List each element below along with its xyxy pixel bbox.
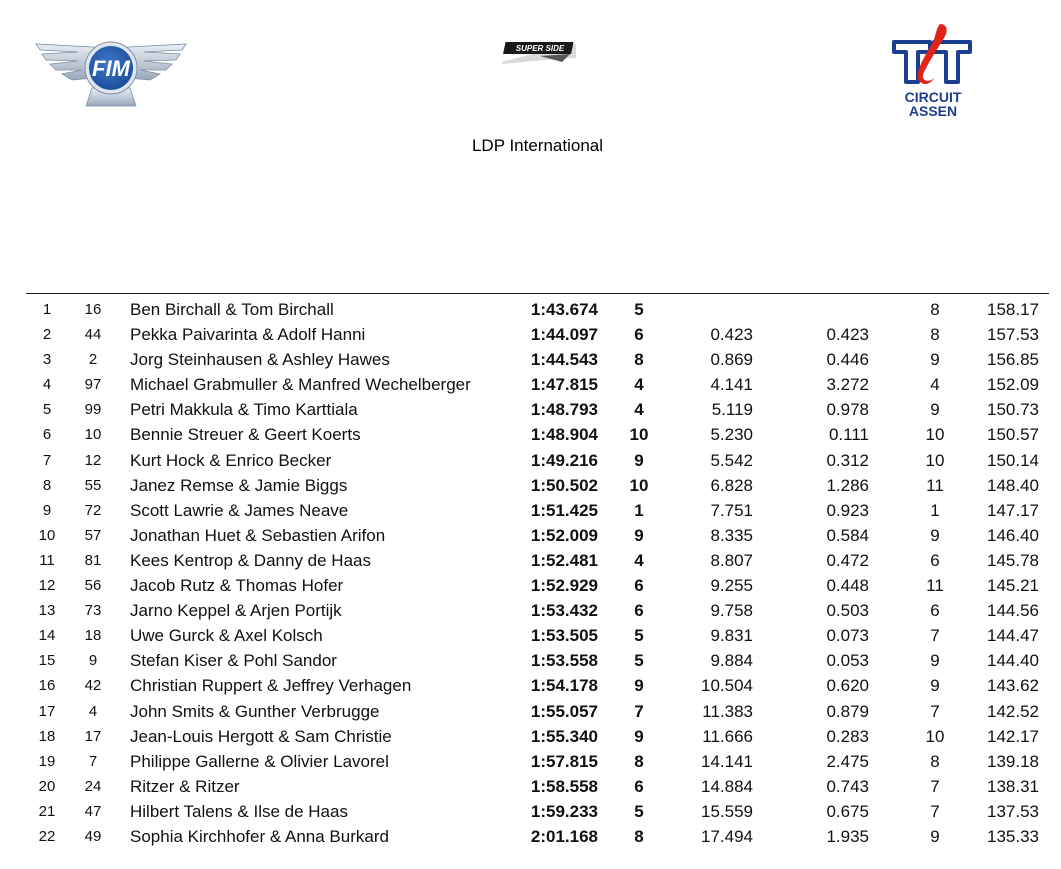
rider-number-cell: 47 [84,802,102,820]
best-lap-number-cell: 6 [634,576,644,596]
position-cell: 5 [42,401,52,419]
total-laps-cell: 10 [925,726,945,746]
rider-name-cell: Jorg Steinhausen & Ashley Hawes [130,350,390,370]
table-row [0,623,1061,648]
best-lap-time-cell: 1:51.425 [530,500,598,520]
best-lap-number-cell: 7 [634,701,644,721]
gap-to-leader-cell: 9.831 [710,626,753,646]
gap-to-previous-cell: 1.935 [826,826,869,846]
position-cell: 2 [42,326,52,344]
rider-number-cell: 9 [88,652,98,670]
best-lap-time-cell: 1:49.216 [530,450,598,470]
rider-number-cell: 2 [88,351,98,369]
gap-to-leader-cell: 14.884 [701,776,753,796]
table-row [0,799,1061,824]
results-table [0,297,1061,849]
best-lap-time-cell: 1:48.793 [530,400,598,420]
best-lap-time-cell: 1:44.097 [530,325,598,345]
gap-to-leader-cell: 9.758 [710,601,753,621]
position-cell: 15 [38,652,56,670]
gap-to-previous-cell: 2.475 [826,751,869,771]
speed-cell: 137.53 [987,801,1039,821]
tt-circuit-assen-logo [890,20,976,120]
position-cell: 3 [42,351,52,369]
rider-name-cell: Stefan Kiser & Pohl Sandor [130,651,337,671]
rider-number-cell: 42 [84,677,102,695]
position-cell: 12 [38,577,56,595]
best-lap-time-cell: 2:01.168 [530,826,598,846]
best-lap-time-cell: 1:59.233 [530,801,598,821]
best-lap-time-cell: 1:52.481 [530,550,598,570]
total-laps-cell: 6 [930,601,940,621]
total-laps-cell: 7 [930,801,940,821]
speed-cell: 150.73 [987,400,1039,420]
rider-name-cell: Petri Makkula & Timo Karttiala [130,400,358,420]
rider-number-cell: 97 [84,376,102,394]
total-laps-cell: 9 [930,350,940,370]
table-row [0,422,1061,447]
total-laps-cell: 10 [925,425,945,445]
table-row [0,297,1061,322]
best-lap-time-cell: 1:58.558 [530,776,598,796]
position-cell: 4 [42,376,52,394]
gap-to-previous-cell: 0.472 [826,550,869,570]
gap-to-previous-cell: 3.272 [826,375,869,395]
rider-number-cell: 81 [84,551,102,569]
gap-to-previous-cell: 0.620 [826,676,869,696]
rider-number-cell: 55 [84,476,102,494]
best-lap-time-cell: 1:54.178 [530,676,598,696]
gap-to-previous-cell: 1.286 [826,475,869,495]
best-lap-number-cell: 4 [634,400,644,420]
superside-logo [500,40,578,66]
best-lap-number-cell: 5 [634,801,644,821]
table-row [0,397,1061,422]
best-lap-number-cell: 5 [634,651,644,671]
gap-to-leader-cell: 17.494 [701,826,753,846]
best-lap-number-cell: 8 [634,751,644,771]
speed-cell: 152.09 [987,375,1039,395]
total-laps-cell: 8 [930,300,940,319]
rider-number-cell: 10 [84,426,102,444]
tt-logo-assen-text: ASSEN [908,103,958,119]
rider-number-cell: 7 [88,752,98,770]
gap-to-leader-cell: 11.666 [702,726,753,746]
rider-number-cell: 73 [84,602,102,620]
speed-cell: 143.62 [987,676,1039,696]
position-cell: 18 [38,727,56,745]
gap-to-previous-cell: 0.073 [826,626,869,646]
rider-name-cell: Ritzer & Ritzer [130,776,240,796]
table-row [0,573,1061,598]
best-lap-time-cell: 1:55.057 [530,701,598,721]
table-row [0,498,1061,523]
rider-name-cell: Bennie Streuer & Geert Koerts [130,425,361,445]
gap-to-previous-cell: 0.503 [826,601,869,621]
gap-to-leader-cell: 4.141 [710,375,753,395]
best-lap-number-cell: 5 [634,300,644,319]
best-lap-time-cell: 1:48.904 [530,425,598,445]
gap-to-previous-cell: 0.053 [826,651,869,671]
best-lap-number-cell: 8 [634,826,644,846]
best-lap-time-cell: 1:52.929 [530,576,598,596]
gap-to-previous-cell: 0.675 [826,801,869,821]
best-lap-time-cell: 1:53.432 [530,601,598,621]
speed-cell: 144.56 [987,601,1039,621]
total-laps-cell: 4 [930,375,940,395]
position-cell: 10 [38,526,56,544]
rider-name-cell: Christian Ruppert & Jeffrey Verhagen [130,676,412,696]
best-lap-number-cell: 4 [634,550,644,570]
table-row [0,322,1061,347]
speed-cell: 139.18 [987,751,1039,771]
table-row [0,347,1061,372]
speed-cell: 150.57 [987,425,1039,445]
rider-name-cell: Ben Birchall & Tom Birchall [130,300,334,319]
position-cell: 21 [38,802,56,820]
position-cell: 11 [39,551,55,569]
best-lap-number-cell: 9 [634,450,644,470]
fim-logo [32,30,190,110]
gap-to-previous-cell: 0.978 [826,400,869,420]
rider-number-cell: 57 [84,526,102,544]
gap-to-leader-cell: 8.335 [710,525,753,545]
gap-to-leader-cell: 9.255 [710,576,753,596]
best-lap-time-cell: 1:50.502 [530,475,598,495]
gap-to-previous-cell: 0.446 [826,350,869,370]
gap-to-leader-cell: 9.884 [710,651,753,671]
best-lap-number-cell: 9 [634,676,644,696]
position-cell: 22 [38,827,56,845]
rider-name-cell: Jonathan Huet & Sebastien Arifon [130,525,386,545]
rider-number-cell: 16 [84,301,102,318]
speed-cell: 142.17 [987,726,1039,746]
table-row [0,523,1061,548]
rider-name-cell: Jean-Louis Hergott & Sam Christie [130,726,392,746]
gap-to-leader-cell: 14.141 [701,751,753,771]
best-lap-number-cell: 9 [634,726,644,746]
best-lap-number-cell: 9 [634,525,644,545]
gap-to-previous-cell: 0.923 [826,500,869,520]
speed-cell: 158.17 [987,300,1039,319]
rider-name-cell: Kurt Hock & Enrico Becker [130,450,332,470]
speed-cell: 142.52 [987,701,1039,721]
table-top-rule [26,293,1049,294]
total-laps-cell: 9 [930,676,940,696]
speed-cell: 156.85 [987,350,1039,370]
gap-to-leader-cell: 5.119 [711,400,753,420]
speed-cell: 148.40 [987,475,1039,495]
gap-to-leader-cell: 5.230 [710,425,753,445]
gap-to-leader-cell: 5.542 [710,450,753,470]
gap-to-leader-cell: 7.751 [710,500,753,520]
speed-cell: 135.33 [987,826,1039,846]
rider-number-cell: 49 [84,827,102,845]
position-cell: 9 [42,501,52,519]
total-laps-cell: 11 [926,576,944,596]
table-row [0,673,1061,698]
table-row [0,473,1061,498]
gap-to-previous-cell: 0.423 [826,325,869,345]
position-cell: 1 [42,301,52,318]
best-lap-number-cell: 4 [634,375,644,395]
speed-cell: 138.31 [987,776,1039,796]
best-lap-number-cell: 6 [634,601,644,621]
total-laps-cell: 8 [930,751,940,771]
best-lap-number-cell: 5 [634,626,644,646]
rider-number-cell: 72 [84,501,102,519]
table-row [0,724,1061,749]
best-lap-time-cell: 1:43.674 [530,300,598,319]
speed-cell: 147.17 [987,500,1039,520]
total-laps-cell: 7 [930,701,940,721]
best-lap-number-cell: 10 [629,425,649,445]
best-lap-time-cell: 1:52.009 [530,525,598,545]
gap-to-previous-cell: 0.448 [826,576,869,596]
total-laps-cell: 9 [930,651,940,671]
rider-name-cell: Jarno Keppel & Arjen Portijk [130,601,342,621]
gap-to-leader-cell: 6.828 [710,475,753,495]
best-lap-time-cell: 1:57.815 [530,751,598,771]
total-laps-cell: 10 [925,450,945,470]
gap-to-previous-cell: 0.584 [826,525,869,545]
superside-logo-text: SUPER SIDE [515,44,565,53]
speed-cell: 145.21 [987,576,1039,596]
gap-to-previous-cell: 0.879 [826,701,869,721]
gap-to-previous-cell: 0.283 [826,726,869,746]
gap-to-previous-cell: 0.111 [828,425,869,445]
gap-to-leader-cell: 0.423 [710,325,753,345]
event-subtitle: LDP International [471,136,604,155]
total-laps-cell: 11 [926,475,944,495]
table-row [0,448,1061,473]
gap-to-leader-cell: 8.807 [710,550,753,570]
table-row [0,824,1061,849]
rider-number-cell: 99 [84,401,102,419]
rider-number-cell: 4 [88,702,98,720]
position-cell: 14 [38,627,56,645]
total-laps-cell: 9 [930,400,940,420]
rider-name-cell: John Smits & Gunther Verbrugge [130,701,380,721]
rider-number-cell: 17 [84,727,102,745]
rider-number-cell: 24 [84,777,102,795]
table-row [0,749,1061,774]
rider-name-cell: Philippe Gallerne & Olivier Lavorel [130,751,389,771]
speed-cell: 144.47 [987,626,1039,646]
position-cell: 19 [38,752,56,770]
rider-name-cell: Sophia Kirchhofer & Anna Burkard [130,826,389,846]
best-lap-number-cell: 6 [634,776,644,796]
position-cell: 20 [38,777,56,795]
rider-name-cell: Scott Lawrie & James Neave [130,500,349,520]
best-lap-number-cell: 6 [634,325,644,345]
speed-cell: 145.78 [987,550,1039,570]
best-lap-number-cell: 8 [634,350,644,370]
fim-logo-text: FIM [92,56,130,81]
best-lap-number-cell: 1 [634,500,644,520]
tt-logo-circuit-text: CIRCUIT [904,89,962,105]
rider-number-cell: 44 [84,326,102,344]
position-cell: 17 [38,702,56,720]
position-cell: 6 [42,426,52,444]
total-laps-cell: 8 [930,325,940,345]
position-cell: 7 [42,451,52,469]
gap-to-leader-cell: 10.504 [701,676,753,696]
rider-name-cell: Pekka Paivarinta & Adolf Hanni [130,325,366,345]
position-cell: 16 [38,677,56,695]
rider-number-cell: 56 [84,577,102,595]
speed-cell: 157.53 [987,325,1039,345]
table-row [0,372,1061,397]
table-row [0,548,1061,573]
table-row [0,774,1061,799]
rider-name-cell: Kees Kentrop & Danny de Haas [130,550,371,570]
rider-name-cell: Uwe Gurck & Axel Kolsch [130,626,323,646]
table-row [0,598,1061,623]
speed-cell: 144.40 [987,651,1039,671]
best-lap-number-cell: 10 [629,475,649,495]
total-laps-cell: 6 [930,550,940,570]
position-cell: 13 [38,602,56,620]
rider-number-cell: 12 [84,451,102,469]
table-row [0,699,1061,724]
gap-to-leader-cell: 11.383 [702,701,753,721]
best-lap-time-cell: 1:55.340 [530,726,598,746]
gap-to-leader-cell: 0.869 [710,350,753,370]
speed-cell: 146.40 [987,525,1039,545]
best-lap-time-cell: 1:47.815 [530,375,598,395]
rider-name-cell: Hilbert Talens & Ilse de Haas [130,801,348,821]
total-laps-cell: 1 [930,500,940,520]
rider-number-cell: 18 [84,627,102,645]
best-lap-time-cell: 1:44.543 [530,350,598,370]
best-lap-time-cell: 1:53.558 [530,651,598,671]
rider-name-cell: Jacob Rutz & Thomas Hofer [130,576,344,596]
best-lap-time-cell: 1:53.505 [530,626,598,646]
gap-to-previous-cell: 0.312 [826,450,869,470]
total-laps-cell: 9 [930,525,940,545]
rider-name-cell: Janez Remse & Jamie Biggs [130,475,348,495]
speed-cell: 150.14 [987,450,1039,470]
total-laps-cell: 9 [930,826,940,846]
rider-name-cell: Michael Grabmuller & Manfred Wechelberger [130,375,471,395]
gap-to-leader-cell: 15.559 [701,801,753,821]
gap-to-previous-cell: 0.743 [826,776,869,796]
position-cell: 8 [42,476,52,494]
table-row [0,648,1061,673]
total-laps-cell: 7 [930,626,940,646]
total-laps-cell: 7 [930,776,940,796]
